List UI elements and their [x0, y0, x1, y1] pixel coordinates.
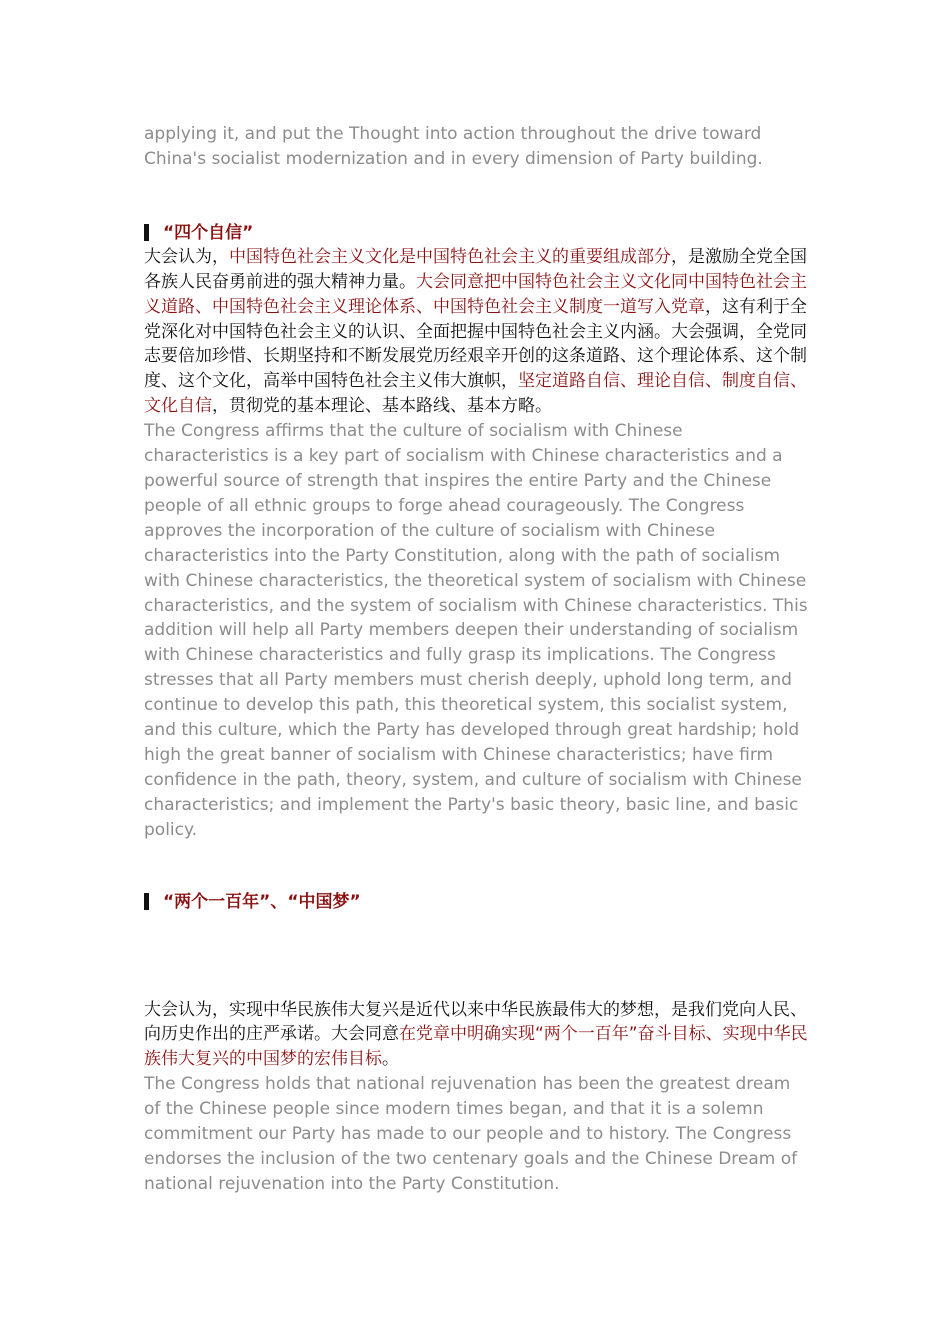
zh-segment-highlight: 在党章中明确实现“两个一百年”奋斗目标、实现中华民族伟大复兴的中国梦的宏伟目标 [144, 1024, 808, 1070]
section2-english-paragraph: The Congress holds that national rejuvenation has been the greatest dream of the Chinese people since modern times began, and that it is a solemn commitment our Party has made to our people and to history. The Congress endorses the inclusion of the two centenary goals and the Chinese Dream of national rejuvenation into the Party Constitution. [144, 1074, 798, 1194]
section-heading-label: “两个一百年”、“中国梦” [163, 891, 361, 912]
document-page [144, 122, 812, 1197]
intro-english-paragraph: applying it, and put the Thought into action throughout the drive toward China's socialist modernization and in every dimension of Party building. [144, 124, 763, 169]
zh-segment: ，贯彻党的基本理论、基本路线、基本方略。 [212, 396, 552, 417]
heading-marker-bar [144, 224, 149, 241]
zh-segment-highlight: 中国特色社会主义文化是中国特色社会主义的重要组成部分 [229, 246, 671, 267]
zh-segment-highlight: 大会同意把中国特色社会主义文化同中国特色社会主义道路、中国特色社会主义理论体系、中国特色社会主义制度一道写入党章 [144, 271, 807, 317]
zh-segment-highlight: 坚定道路自信、理论自信、制度自信、文化自信 [144, 371, 807, 417]
zh-segment: 大会认为，实现中华民族伟大复兴是近代以来中华民族最伟大的梦想，是我们党向人民、向历史作出的庄严承诺。大会同意 [144, 999, 807, 1045]
section2-chinese-paragraph [144, 998, 812, 1073]
section-heading-four-confidences [144, 221, 812, 245]
section-heading-two-centenaries-chinese-dream [144, 890, 812, 914]
section1-english-paragraph: The Congress affirms that the culture of socialism with Chinese characteristics is a key part of socialism with Chinese characteristics and a powerful source of strength that inspires the entire Party and the Chinese people of all ethnic groups to forge ahead courageously. The Congress approves the incorporation of the culture of socialism with Chinese characteristics into the Party Constitution, along with the path of socialism with Chinese characteristics, the theoretical system of socialism with Chinese characteristics, and the system of socialism with Chinese characteristics. This addition will help all Party members deepen their understanding of socialism with Chinese characteristics and fully grasp its implications. The Congress stresses that all Party members must cherish deeply, uphold long term, and continue to develop this path, this theoretical system, this socialist system, and this culture, which the Party has developed through great hardship; hold high the great banner of socialism with Chinese characteristics; have firm confidence in the path, theory, system, and culture of socialism with Chinese characteristics; and implement the Party's basic theory, basic line, and basic policy. [144, 421, 808, 840]
zh-segment: ，这有利于全党深化对中国特色社会主义的认识、全面把握中国特色社会主义内涵。大会强调，全党同志要倍加珍惜、长期坚持和不断发展党历经艰辛开创的这条道路、这个理论体系、这个制度、这个文化，高举中国特色社会主义伟大旗帜， [144, 296, 807, 392]
zh-segment: 。 [382, 1049, 399, 1070]
zh-segment: 大会认为， [144, 246, 229, 267]
heading-marker-bar [144, 893, 149, 910]
section1-chinese-paragraph [144, 245, 812, 419]
zh-segment: ，是激励全党全国各族人民奋勇前进的强大精神力量。 [144, 246, 807, 292]
section-heading-label: “四个自信” [163, 222, 254, 243]
